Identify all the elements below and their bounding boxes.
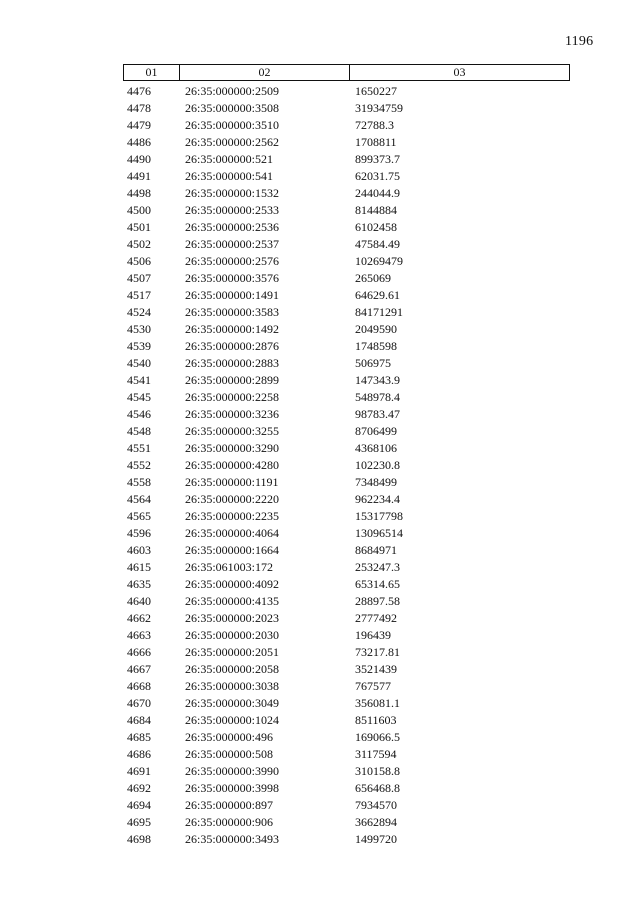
table-row — [123, 644, 570, 661]
table-row — [123, 576, 570, 593]
row-number-cell: 4670 — [127, 696, 151, 710]
row-number-cell: 4692 — [127, 781, 151, 795]
table-row — [123, 780, 570, 797]
table-row — [123, 185, 570, 202]
row-number-cell: 4502 — [127, 237, 151, 251]
cadastral-number-cell: 26:35:000000:2876 — [185, 339, 280, 353]
value-cell: 102230.8 — [355, 458, 400, 472]
row-number-cell: 4694 — [127, 798, 151, 812]
table-row — [123, 253, 570, 270]
value-cell: 196439 — [355, 628, 391, 642]
row-number-cell: 4498 — [127, 186, 151, 200]
cadastral-number-cell: 26:35:000000:2576 — [185, 254, 280, 268]
table-row — [123, 219, 570, 236]
value-cell: 656468.8 — [355, 781, 400, 795]
value-cell: 72788.3 — [355, 118, 394, 132]
table-row — [123, 83, 570, 100]
row-number-cell: 4698 — [127, 832, 151, 846]
value-cell: 7934570 — [355, 798, 397, 812]
cadastral-number-cell: 26:35:000000:897 — [185, 798, 274, 812]
row-number-cell: 4478 — [127, 101, 151, 115]
cadastral-number-cell: 26:35:000000:2537 — [185, 237, 280, 251]
cadastral-number-cell: 26:35:000000:3290 — [185, 441, 280, 455]
row-number-cell: 4685 — [127, 730, 151, 744]
table-row — [123, 202, 570, 219]
row-number-cell: 4662 — [127, 611, 151, 625]
table-row — [123, 423, 570, 440]
cadastral-number-cell: 26:35:000000:3576 — [185, 271, 280, 285]
cadastral-number-cell: 26:35:000000:2883 — [185, 356, 280, 370]
row-number-cell: 4517 — [127, 288, 151, 302]
row-number-cell: 4546 — [127, 407, 151, 421]
cadastral-number-cell: 26:35:000000:2562 — [185, 135, 280, 149]
value-cell: 15317798 — [355, 509, 403, 523]
table-row — [123, 559, 570, 576]
cadastral-number-cell: 26:35:000000:2235 — [185, 509, 280, 523]
row-number-cell: 4603 — [127, 543, 151, 557]
table-row — [123, 457, 570, 474]
table-row — [123, 712, 570, 729]
cadastral-number-cell: 26:35:000000:1664 — [185, 543, 280, 557]
table-row — [123, 678, 570, 695]
cadastral-number-cell: 26:35:000000:1491 — [185, 288, 280, 302]
column-header-02: 02 — [180, 65, 350, 80]
row-number-cell: 4640 — [127, 594, 151, 608]
value-cell: 31934759 — [355, 101, 403, 115]
value-cell: 2777492 — [355, 611, 397, 625]
value-cell: 169066.5 — [355, 730, 400, 744]
table-row — [123, 797, 570, 814]
value-cell: 1748598 — [355, 339, 397, 353]
value-cell: 84171291 — [355, 305, 403, 319]
table-row — [123, 372, 570, 389]
table-row — [123, 610, 570, 627]
value-cell: 8511603 — [355, 713, 397, 727]
row-number-cell: 4635 — [127, 577, 151, 591]
table-row — [123, 508, 570, 525]
cadastral-number-cell: 26:35:000000:2051 — [185, 645, 280, 659]
value-cell: 506975 — [355, 356, 391, 370]
value-cell: 8706499 — [355, 424, 397, 438]
table-row — [123, 100, 570, 117]
table-row — [123, 746, 570, 763]
table-row — [123, 338, 570, 355]
value-cell: 962234.4 — [355, 492, 400, 506]
row-number-cell: 4541 — [127, 373, 151, 387]
table-row — [123, 814, 570, 831]
table-header — [123, 64, 570, 81]
cadastral-number-cell: 26:35:000000:906 — [185, 815, 274, 829]
row-number-cell: 4596 — [127, 526, 151, 540]
row-number-cell: 4558 — [127, 475, 151, 489]
cadastral-number-cell: 26:35:000000:2023 — [185, 611, 280, 625]
value-cell: 2049590 — [355, 322, 397, 336]
table-row — [123, 406, 570, 423]
value-cell: 8144884 — [355, 203, 397, 217]
table-row — [123, 593, 570, 610]
value-cell: 253247.3 — [355, 560, 400, 574]
table-row — [123, 134, 570, 151]
cadastral-number-cell: 26:35:061003:172 — [185, 560, 274, 574]
cadastral-number-cell: 26:35:000000:521 — [185, 152, 274, 166]
table-row — [123, 729, 570, 746]
cadastral-number-cell: 26:35:000000:4135 — [185, 594, 280, 608]
cadastral-number-cell: 26:35:000000:2536 — [185, 220, 280, 234]
row-number-cell: 4486 — [127, 135, 151, 149]
table-row — [123, 389, 570, 406]
row-number-cell: 4695 — [127, 815, 151, 829]
row-number-cell: 4667 — [127, 662, 151, 676]
row-number-cell: 4530 — [127, 322, 151, 336]
row-number-cell: 4476 — [127, 84, 151, 98]
value-cell: 28897.58 — [355, 594, 400, 608]
value-cell: 4368106 — [355, 441, 397, 455]
table-row — [123, 542, 570, 559]
value-cell: 98783.47 — [355, 407, 400, 421]
table-row — [123, 695, 570, 712]
value-cell: 899373.7 — [355, 152, 400, 166]
table-row — [123, 287, 570, 304]
cadastral-number-cell: 26:35:000000:3049 — [185, 696, 280, 710]
value-cell: 13096514 — [355, 526, 403, 540]
row-number-cell: 4507 — [127, 271, 151, 285]
value-cell: 767577 — [355, 679, 391, 693]
value-cell: 65314.65 — [355, 577, 400, 591]
value-cell: 7348499 — [355, 475, 397, 489]
value-cell: 62031.75 — [355, 169, 400, 183]
row-number-cell: 4668 — [127, 679, 151, 693]
row-number-cell: 4551 — [127, 441, 151, 455]
cadastral-number-cell: 26:35:000000:4280 — [185, 458, 280, 472]
value-cell: 265069 — [355, 271, 391, 285]
value-cell: 548978.4 — [355, 390, 400, 404]
column-header-03: 03 — [453, 65, 466, 79]
value-cell: 310158.8 — [355, 764, 400, 778]
row-number-cell: 4663 — [127, 628, 151, 642]
cadastral-number-cell: 26:35:000000:2058 — [185, 662, 280, 676]
cadastral-number-cell: 26:35:000000:2533 — [185, 203, 280, 217]
cadastral-number-cell: 26:35:000000:2258 — [185, 390, 280, 404]
value-cell: 6102458 — [355, 220, 397, 234]
cadastral-number-cell: 26:35:000000:541 — [185, 169, 274, 183]
value-cell: 3662894 — [355, 815, 397, 829]
row-number-cell: 4501 — [127, 220, 151, 234]
value-cell: 1708811 — [355, 135, 397, 149]
cadastral-number-cell: 26:35:000000:4064 — [185, 526, 280, 540]
table-row — [123, 236, 570, 253]
value-cell: 147343.9 — [355, 373, 400, 387]
row-number-cell: 4491 — [127, 169, 151, 183]
table-row — [123, 491, 570, 508]
row-number-cell: 4506 — [127, 254, 151, 268]
value-cell: 1499720 — [355, 832, 397, 846]
cadastral-number-cell: 26:35:000000:1191 — [185, 475, 279, 489]
value-cell: 64629.61 — [355, 288, 400, 302]
cadastral-number-cell: 26:35:000000:1532 — [185, 186, 280, 200]
row-number-cell: 4545 — [127, 390, 151, 404]
table-row — [123, 270, 570, 287]
cadastral-number-cell: 26:35:000000:3236 — [185, 407, 280, 421]
row-number-cell: 4552 — [127, 458, 151, 472]
cadastral-number-cell: 26:35:000000:3038 — [185, 679, 280, 693]
row-number-cell: 4548 — [127, 424, 151, 438]
table-row — [123, 763, 570, 780]
cadastral-number-cell: 26:35:000000:2220 — [185, 492, 280, 506]
table-row — [123, 831, 570, 848]
value-cell: 8684971 — [355, 543, 397, 557]
cadastral-number-cell: 26:35:000000:3990 — [185, 764, 280, 778]
row-number-cell: 4479 — [127, 118, 151, 132]
row-number-cell: 4615 — [127, 560, 151, 574]
row-number-cell: 4524 — [127, 305, 151, 319]
table-row — [123, 117, 570, 134]
data-table — [123, 64, 570, 848]
cadastral-number-cell: 26:35:000000:3998 — [185, 781, 280, 795]
row-number-cell: 4565 — [127, 509, 151, 523]
page-number: 1196 — [565, 34, 594, 49]
table-row — [123, 304, 570, 321]
value-cell: 3117594 — [355, 747, 397, 761]
table-row — [123, 627, 570, 644]
cadastral-number-cell: 26:35:000000:2030 — [185, 628, 280, 642]
table-body — [123, 83, 570, 848]
row-number-cell: 4666 — [127, 645, 151, 659]
row-number-cell: 4500 — [127, 203, 151, 217]
cadastral-number-cell: 26:35:000000:496 — [185, 730, 274, 744]
row-number-cell: 4540 — [127, 356, 151, 370]
cadastral-number-cell: 26:35:000000:3508 — [185, 101, 280, 115]
value-cell: 10269479 — [355, 254, 403, 268]
cadastral-number-cell: 26:35:000000:3583 — [185, 305, 280, 319]
table-row — [123, 661, 570, 678]
cadastral-number-cell: 26:35:000000:4092 — [185, 577, 280, 591]
value-cell: 1650227 — [355, 84, 397, 98]
table-row — [123, 440, 570, 457]
column-header-01: 01 — [124, 65, 180, 80]
table-row — [123, 168, 570, 185]
cadastral-number-cell: 26:35:000000:1492 — [185, 322, 280, 336]
value-cell: 3521439 — [355, 662, 397, 676]
cadastral-number-cell: 26:35:000000:3255 — [185, 424, 280, 438]
table-row — [123, 474, 570, 491]
row-number-cell: 4684 — [127, 713, 151, 727]
row-number-cell: 4564 — [127, 492, 151, 506]
value-cell: 244044.9 — [355, 186, 400, 200]
cadastral-number-cell: 26:35:000000:2509 — [185, 84, 280, 98]
cadastral-number-cell: 26:35:000000:3493 — [185, 832, 280, 846]
row-number-cell: 4686 — [127, 747, 151, 761]
value-cell: 356081.1 — [355, 696, 400, 710]
row-number-cell: 4490 — [127, 152, 151, 166]
cadastral-number-cell: 26:35:000000:1024 — [185, 713, 280, 727]
table-row — [123, 355, 570, 372]
value-cell: 47584.49 — [355, 237, 400, 251]
cadastral-number-cell: 26:35:000000:508 — [185, 747, 274, 761]
row-number-cell: 4539 — [127, 339, 151, 353]
cadastral-number-cell: 26:35:000000:2899 — [185, 373, 280, 387]
row-number-cell: 4691 — [127, 764, 151, 778]
cadastral-number-cell: 26:35:000000:3510 — [185, 118, 280, 132]
value-cell: 73217.81 — [355, 645, 400, 659]
table-row — [123, 151, 570, 168]
table-row — [123, 525, 570, 542]
table-row — [123, 321, 570, 338]
